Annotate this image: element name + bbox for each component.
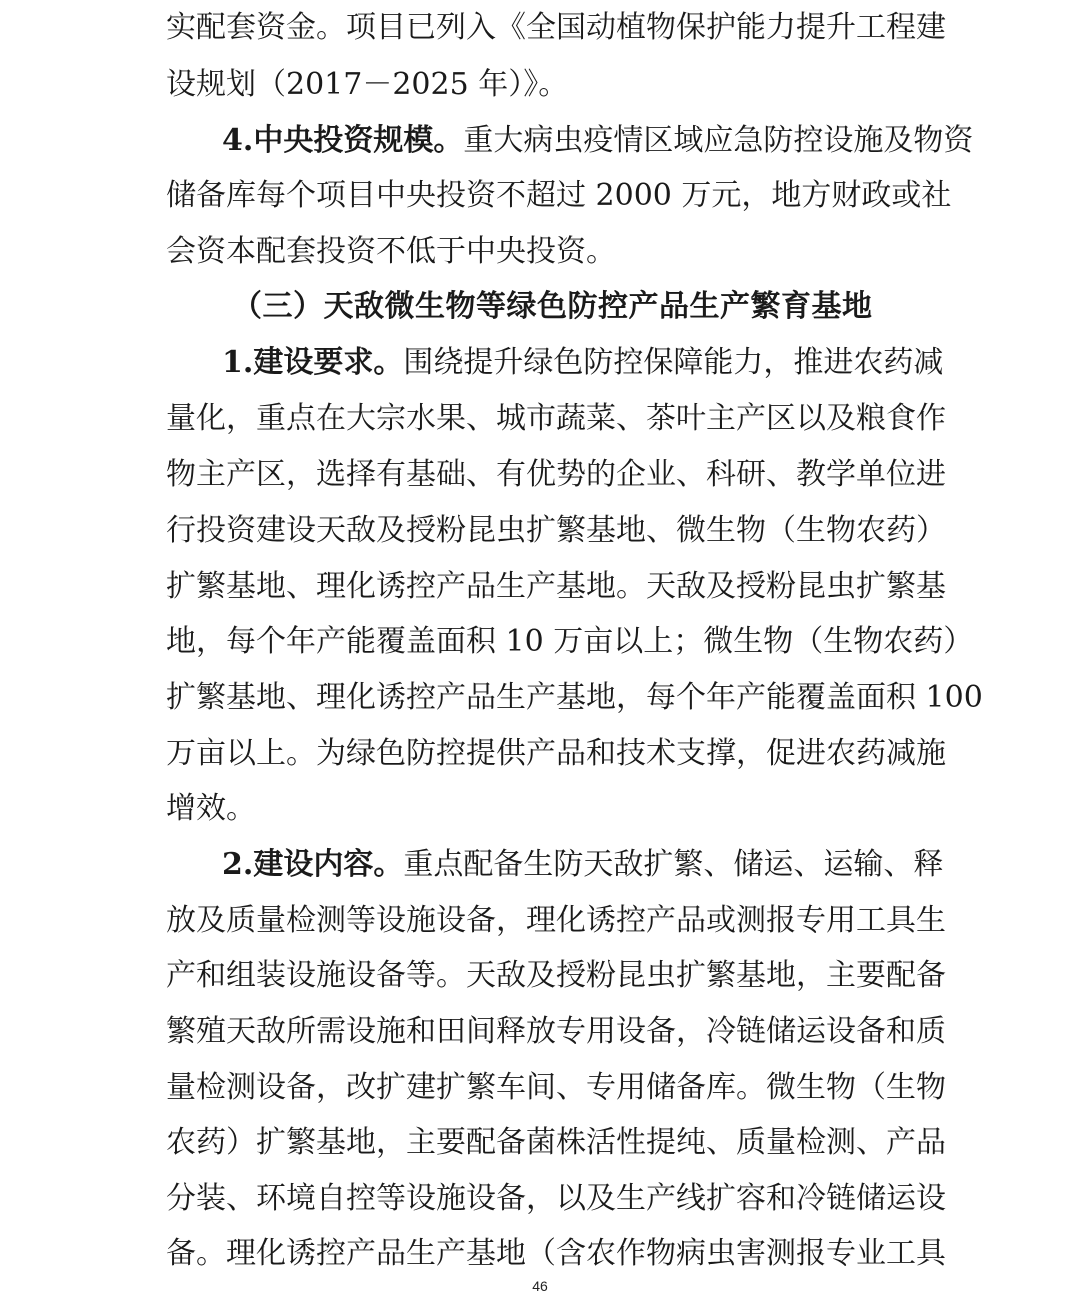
text-line: 扩繁基地、理化诱控产品生产基地。天敌及授粉昆虫扩繁基: [166, 569, 946, 604]
text-line: 万亩以上。为绿色防控提供产品和技术支撑，促进农药减施: [166, 736, 946, 771]
paragraph-lead: 2.建设内容。: [222, 847, 404, 882]
text-line: 实配套资金。项目已列入《全国动植物保护能力提升工程建: [166, 10, 946, 45]
page-number: 46: [532, 1278, 548, 1294]
paragraph-start: 1.建设要求。围绕提升绿色防控保障能力，推进农药减: [222, 345, 944, 380]
text-line: 量检测设备，改扩建扩繁车间、专用储备库。微生物（生物: [166, 1070, 946, 1105]
text-line: 备。理化诱控产品生产基地（含农作物病虫害测报专业工具: [166, 1236, 946, 1271]
section-heading: （三）天敌微生物等绿色防控产品生产繁育基地: [232, 289, 872, 324]
text-line: 物主产区，选择有基础、有优势的企业、科研、教学单位进: [166, 457, 946, 492]
text-line: 行投资建设天敌及授粉昆虫扩繁基地、微生物（生物农药）: [166, 513, 946, 548]
text-line: 放及质量检测等设施设备，理化诱控产品或测报专用工具生: [166, 903, 946, 938]
text-line: 地，每个年产能覆盖面积 10 万亩以上；微生物（生物农药）: [166, 624, 974, 659]
text-line: 设规划（2017－2025 年）》。: [166, 67, 569, 102]
text-line: 分装、环境自控等设施设备，以及生产线扩容和冷链储运设: [166, 1181, 946, 1216]
text-line: 扩繁基地、理化诱控产品生产基地，每个年产能覆盖面积 100: [166, 680, 983, 715]
text-line: 储备库每个项目中央投资不超过 2000 万元，地方财政或社: [166, 178, 952, 213]
text-line: 繁殖天敌所需设施和田间释放专用设备，冷链储运设备和质: [166, 1014, 946, 1049]
text-line: 农药）扩繁基地，主要配备菌株活性提纯、质量检测、产品: [166, 1125, 946, 1160]
text-line: 量化，重点在大宗水果、城市蔬菜、茶叶主产区以及粮食作: [166, 401, 946, 436]
text-line: 增效。: [166, 791, 256, 826]
text-line: 会资本配套投资不低于中央投资。: [166, 234, 616, 269]
paragraph-start: 2.建设内容。重点配备生防天敌扩繁、储运、运输、释: [222, 847, 944, 882]
paragraph-start: 4.中央投资规模。重大病虫疫情区域应急防控设施及物资: [222, 123, 974, 158]
paragraph-lead: 4.中央投资规模。: [222, 123, 464, 158]
text-line: 产和组装设施设备等。天敌及授粉昆虫扩繁基地，主要配备: [166, 958, 946, 993]
paragraph-lead: 1.建设要求。: [222, 345, 404, 380]
